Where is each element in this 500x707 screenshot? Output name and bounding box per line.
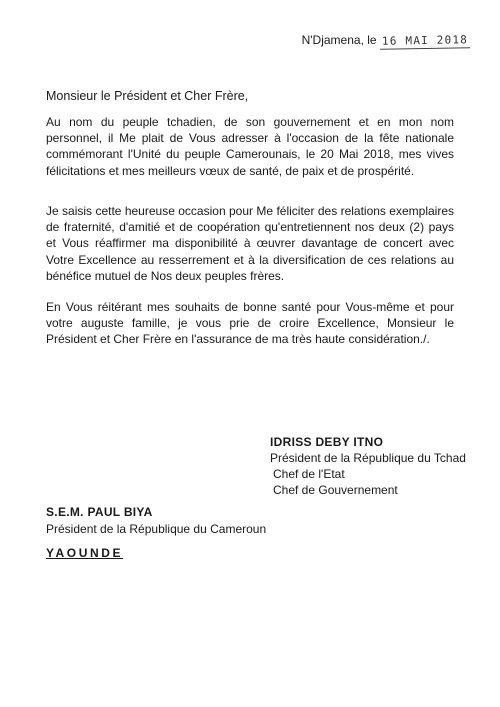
signatory-title: Président de la République du Tchad [270,451,466,465]
addressee-name: S.E.M. PAUL BIYA [46,505,153,519]
body-paragraph: En Vous réitérant mes souhaits de bonne santé pour Vous-même et pour votre auguste famille, je vous prie de croire Excellence, Monsieur le Président et Cher Frère en l'assurance de ma très haute considération./. [46,300,454,347]
addressee-title: Président de la République du Cameroun [46,522,267,536]
place-date-line [302,33,470,49]
salutation: Monsieur le Président et Cher Frère, [46,89,249,103]
body-paragraph: Au nom du peuple tchadien, de son gouvernement et en mon nom personnel, il Me plait de Vous adresser à l'occasion de la fête nationale commémorant l'Unité du peuple Camerounais, le 20 Mai 2018, mes vives félicitations et mes meilleurs vœux de santé, de paix et de prospérité. [46,115,454,178]
signatory-title: Chef de Gouvernement [273,483,398,497]
signatory-title: Chef de l'Etat [273,467,345,481]
addressee-city: YAOUNDE [46,546,124,560]
date-stamp: 16 MAI 2018 [380,33,470,50]
place-label: N'Djamena, le [301,33,377,47]
body-paragraph: Je saisis cette heureuse occasion pour Me féliciter des relations exemplaires de fraternité, d'amitié et de coopération qu'entretiennent nos deux (2) pays et Vous réaffirmer ma disponibilité à œuvrer davantage de concert avec Votre Excellence au resserrement et à la diversification de ces relations au bénéfice mutuel de Nos deux peuples frères. [46,204,454,283]
signatory-name: IDRISS DEBY ITNO [270,435,384,449]
